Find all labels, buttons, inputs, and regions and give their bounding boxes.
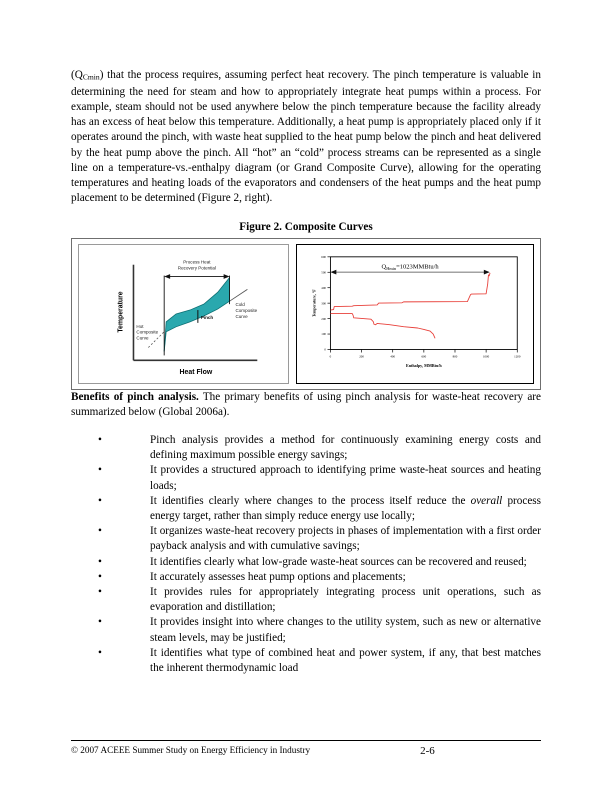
svg-text:0: 0 (324, 347, 327, 352)
list-item-text: It provides insight into where changes to the utility system, such as new or alternative steam levels, may be justified; (150, 616, 541, 644)
right-chart-ylabel: Temperature, °F (311, 288, 317, 317)
svg-text:600: 600 (321, 254, 327, 259)
intro-paragraph-text: ) that the process requires, assuming perfect heat recovery. The pinch temperature is valuable in determining the need for steam and how to appropriately integrate heat pumps within a process. For example, steam should not be used anywhere below the pinch temperature because the facility already has an excess of heat below this temperature. Additionally, a heat pump is appropriately placed only if it operates around the pinch, with waste heat supplied to the heat pump below the pinch and heat delivered by the heat pump above the pinch. All “hot” an “cold” process streams can be represented as a single line on a temperature-vs.-enthalpy diagram (or Grand Composite Curve), allowing for the operating temperatures and heating loads of the evaporators and condensers of the heat pumps and the heat pump placement to be determined (Figure 2, right). (71, 69, 541, 205)
x-tick-marks (330, 349, 517, 352)
pinch-label: Pinch (200, 314, 214, 320)
hot-composite-curve (330, 272, 490, 309)
benefits-paragraph (71, 390, 541, 420)
recovery-potential-label-line1: Process Heat (183, 259, 211, 265)
list-item-text: It identifies clearly where changes to the process itself reduce the (150, 494, 471, 507)
cold-curve-label-line2: Composite (235, 307, 258, 313)
svg-text:0: 0 (329, 353, 332, 358)
cold-curve-extension (230, 289, 248, 301)
right-composite-curve-panel (296, 244, 534, 384)
list-item-text-post: process energy target, rather than simply reduce energy use locally; (150, 494, 541, 522)
cold-composite-curve (330, 313, 435, 338)
list-item-text: Pinch analysis provides a method for continuously examining energy costs and defining maximum possible energy savings; (150, 433, 541, 462)
svg-text:600: 600 (421, 353, 427, 358)
cold-curve-label-line3: Curve (235, 313, 248, 319)
bullet-icon: • (98, 555, 102, 568)
list-item (71, 555, 541, 570)
list-item-text: It provides rules for appropriately integrating process unit operations, such as evaporation and distillation; (150, 585, 541, 614)
q-cmin-subscript: Cmin (82, 72, 100, 82)
right-composite-curve-chart (297, 245, 533, 383)
qhmin-value: =1023MMBtu/h (396, 263, 439, 271)
list-item-text: It identifies clearly what low-grade waste-heat sources can be recovered and reused; (150, 555, 527, 568)
figure-caption: Figure 2. Composite Curves (239, 220, 373, 233)
figure-frame (71, 238, 541, 390)
left-chart-ylabel: Temperature (117, 290, 125, 333)
heat-recovery-fill (164, 277, 229, 351)
list-item (71, 494, 541, 524)
list-item (71, 585, 541, 615)
y-tick-labels (321, 255, 326, 352)
list-item-text: It accurately assesses heat pump options and placements; (150, 570, 406, 583)
qhmin-annotation (382, 263, 440, 270)
qhmin-subscript: Hmin (386, 265, 397, 271)
recovery-potential-label-line2: Recovery Potential (177, 265, 216, 271)
bullet-icon: • (98, 494, 102, 507)
list-item-text: It provides a structured approach to identifying prime waste-heat sources and heating loads; (150, 464, 541, 492)
left-composite-curve-chart (79, 245, 288, 383)
q-cmin-prefix: (Q (71, 69, 83, 81)
intro-paragraph (71, 68, 541, 207)
svg-text:400: 400 (390, 353, 396, 358)
svg-text:800: 800 (452, 353, 458, 358)
svg-text:100: 100 (321, 331, 327, 336)
bullet-icon: • (98, 585, 102, 598)
plot-area-frame (330, 256, 517, 349)
list-item-text: It organizes waste-heat recovery projects in phases of implementation with a first order payback analysis and with cumulative savings; (150, 525, 541, 553)
footer-page-number: 2-6 (420, 745, 435, 757)
left-chart-xlabel: Heat Flow (179, 368, 213, 376)
left-composite-curve-panel (78, 244, 289, 384)
svg-text:300: 300 (321, 300, 327, 305)
svg-text:200: 200 (359, 353, 364, 358)
footer-copyright: © 2007 ACEEE Summer Study on Energy Efficiency in Industry (71, 745, 311, 755)
qhmin-arrow-left-head (330, 269, 336, 274)
hot-curve-label-line2: Composite (136, 329, 159, 335)
page-footer (71, 740, 541, 757)
bullet-icon: • (98, 616, 102, 629)
qhmin-symbol: Q (381, 263, 387, 271)
x-tick-labels (330, 354, 521, 358)
bullet-icon: • (98, 433, 102, 446)
list-item (71, 433, 541, 463)
list-item (71, 615, 541, 645)
list-item-emphasis: overall (470, 494, 503, 507)
benefits-intro: The primary benefits of using pinch analysis for waste-heat recovery are summarized below (Global 2006a). (71, 390, 541, 418)
bullet-icon: • (98, 646, 102, 659)
page-content (71, 68, 541, 676)
cold-curve-label-line1: Cold (235, 301, 245, 307)
list-item (71, 646, 541, 676)
svg-text:1000: 1000 (482, 353, 490, 358)
svg-text:400: 400 (321, 285, 327, 290)
right-chart-xlabel: Enthalpy, MMBtu/h (405, 362, 442, 368)
hot-curve-label-line1: Hot (136, 323, 144, 329)
svg-text:500: 500 (321, 269, 327, 274)
list-item (71, 570, 541, 585)
benefits-list (71, 433, 541, 676)
list-item (71, 463, 541, 493)
recovery-arrow-left-head (164, 274, 170, 279)
benefits-heading: Benefits of pinch analysis. (71, 390, 199, 403)
list-item (71, 524, 541, 554)
bullet-icon: • (98, 570, 102, 583)
bullet-icon: • (98, 464, 102, 477)
svg-text:1200: 1200 (514, 353, 521, 358)
bullet-icon: • (98, 525, 102, 538)
qhmin-arrow-right-head (484, 269, 490, 274)
list-item-text: It identifies what type of combined heat and power system, if any, that best matches the inherent thermodynamic load (150, 646, 541, 674)
hot-curve-label-line3: Curve (136, 335, 149, 341)
svg-text:200: 200 (321, 316, 327, 321)
